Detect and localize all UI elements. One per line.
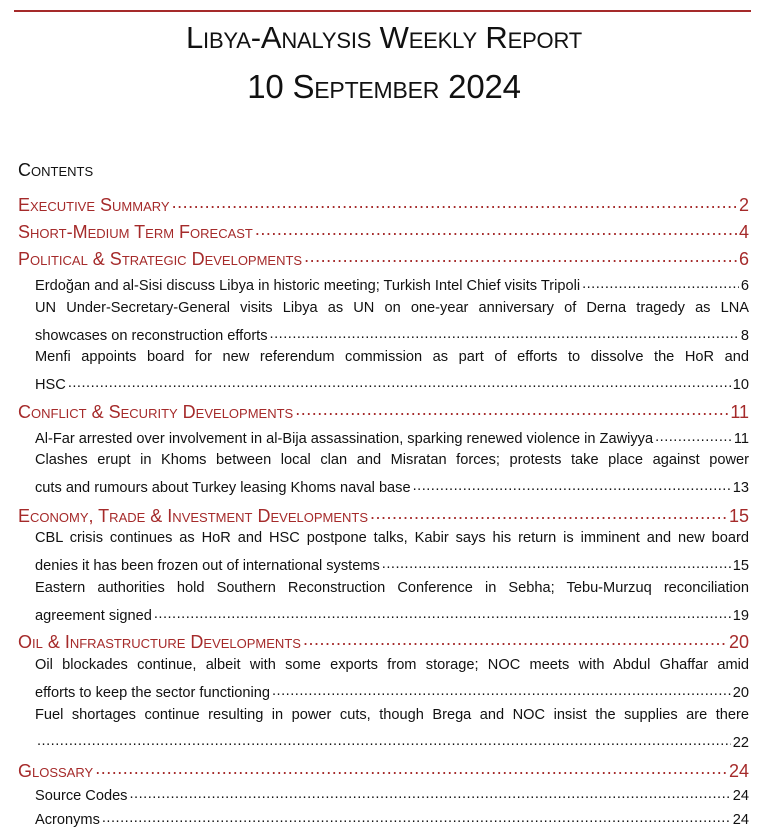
toc-leader-dots (295, 400, 728, 418)
toc-leader-dots (154, 605, 731, 620)
toc-leader-dots (413, 477, 731, 492)
toc-entry-forecast[interactable] (18, 220, 749, 243)
toc-entry-label: Conflict & Security Developments (18, 402, 294, 422)
toc-entry-economy[interactable] (18, 504, 749, 527)
toc-subentry-label: showcases on reconstruction efforts (35, 327, 268, 344)
toc-subentry-line1[interactable]: CBL crisis continues as HoR and HSC postpone talks, Kabir says his return is imminent and new board (35, 530, 749, 546)
toc-subentry-line1[interactable]: Clashes erupt in Khoms between local clan and Misratan forces; protests take place against power (35, 452, 749, 468)
toc-leader-dots (655, 428, 732, 443)
toc-page-number: 20 (728, 632, 749, 652)
toc-subentry[interactable] (35, 477, 749, 496)
header-rule (14, 10, 751, 12)
toc-subentry-acronyms[interactable] (35, 809, 749, 828)
toc-page-number: 15 (728, 506, 749, 526)
toc-subentry[interactable] (35, 732, 749, 751)
toc-subentry-line1[interactable]: UN Under-Secretary-General visits Libya as UN on one-year anniversary of Derna tragedy as LNA (35, 300, 749, 316)
toc-leader-dots (304, 247, 737, 265)
toc-page-number: 15 (732, 557, 749, 574)
toc-page-number: 11 (730, 402, 749, 422)
toc-leader-dots (37, 732, 731, 747)
toc-subentry-line1[interactable]: Menfi appoints board for new referendum commission as part of efforts to dissolve the HoR and (35, 349, 749, 365)
toc-leader-dots (129, 785, 730, 800)
toc-entry-label: Oil & Infrastructure Developments (18, 632, 301, 652)
toc-subentry-label: Source Codes (35, 787, 128, 804)
toc-leader-dots (68, 374, 731, 389)
toc-page-number: 24 (732, 811, 749, 828)
toc-leader-dots (382, 555, 731, 570)
toc-entry-label: Short-Medium Term Forecast (18, 222, 253, 242)
toc-entry-conflict[interactable] (18, 400, 749, 423)
toc-page-number: 2 (738, 195, 749, 215)
report-date: 10 September 2024 (247, 68, 521, 105)
toc-subentry-label: Al-Far arrested over involvement in al-Bija assassination, sparking renewed violence in Zawiyya (35, 430, 654, 447)
toc-subentry-label: cuts and rumours about Turkey leasing Khoms naval base (35, 479, 411, 496)
toc-subentry[interactable] (35, 682, 749, 701)
toc-entry-glossary[interactable] (18, 759, 749, 782)
toc-entry-label: Executive Summary (18, 195, 170, 215)
toc-leader-dots (172, 193, 737, 211)
toc-entry-label: Economy, Trade & Investment Developments (18, 506, 369, 526)
toc-entry-label: Glossary (18, 761, 94, 781)
toc-page-number: 11 (733, 430, 749, 447)
toc-entry-label: Political & Strategic Developments (18, 249, 303, 269)
toc-entry-political[interactable] (18, 247, 749, 270)
toc-subentry-line1[interactable]: Oil blockades continue, albeit with some exports from storage; NOC meets with Abdul Ghaffar amid (35, 657, 749, 673)
toc-leader-dots (95, 759, 727, 777)
report-title: Libya-Analysis Weekly Report (186, 20, 582, 55)
toc-subentry-label: Acronyms (35, 811, 100, 828)
contents-heading: Contents (18, 160, 94, 180)
toc-subentry-line1[interactable]: Fuel shortages continue resulting in power cuts, though Brega and NOC insist the supplies are there (35, 707, 749, 723)
toc-page-number: 24 (732, 787, 749, 804)
toc-page-number: 6 (738, 249, 749, 269)
toc-leader-dots (270, 325, 739, 340)
toc-page-number: 8 (740, 327, 749, 344)
toc-page-number: 13 (732, 479, 749, 496)
toc-entry-oil[interactable] (18, 630, 749, 653)
toc-leader-dots (272, 682, 731, 697)
toc-leader-dots (102, 809, 731, 824)
toc-subentry-label: HSC (35, 376, 66, 393)
toc-subentry[interactable] (35, 555, 749, 574)
toc-subentry[interactable] (35, 374, 749, 393)
toc-entry-executive-summary[interactable] (18, 193, 749, 216)
toc-subentry-label: Erdoğan and al-Sisi discuss Libya in historic meeting; Turkish Intel Chief visits Tripoli (35, 277, 581, 294)
toc-subentry[interactable] (35, 275, 749, 294)
toc-subentry-line1[interactable]: Eastern authorities hold Southern Reconstruction Conference in Sebha; Tebu-Murzuq reconciliation (35, 580, 749, 596)
toc-subentry[interactable] (35, 605, 749, 624)
toc-subentry-label: agreement signed (35, 607, 152, 624)
toc-page-number: 6 (740, 277, 749, 294)
toc-page-number: 20 (732, 684, 749, 701)
toc-subentry[interactable] (35, 428, 749, 447)
toc-page-number: 19 (732, 607, 749, 624)
toc-page-number: 10 (732, 376, 749, 393)
toc-leader-dots (255, 220, 737, 238)
toc-leader-dots (303, 630, 727, 648)
toc-page-number: 4 (738, 222, 749, 242)
toc-subentry-label: efforts to keep the sector functioning (35, 684, 270, 701)
toc-subentry-label: denies it has been frozen out of international systems (35, 557, 380, 574)
toc-page-number: 24 (728, 761, 749, 781)
toc-page-number: 22 (732, 734, 749, 751)
toc-subentry-source-codes[interactable] (35, 785, 749, 804)
toc-leader-dots (582, 275, 739, 290)
toc-leader-dots (370, 504, 727, 522)
toc-subentry[interactable] (35, 325, 749, 344)
